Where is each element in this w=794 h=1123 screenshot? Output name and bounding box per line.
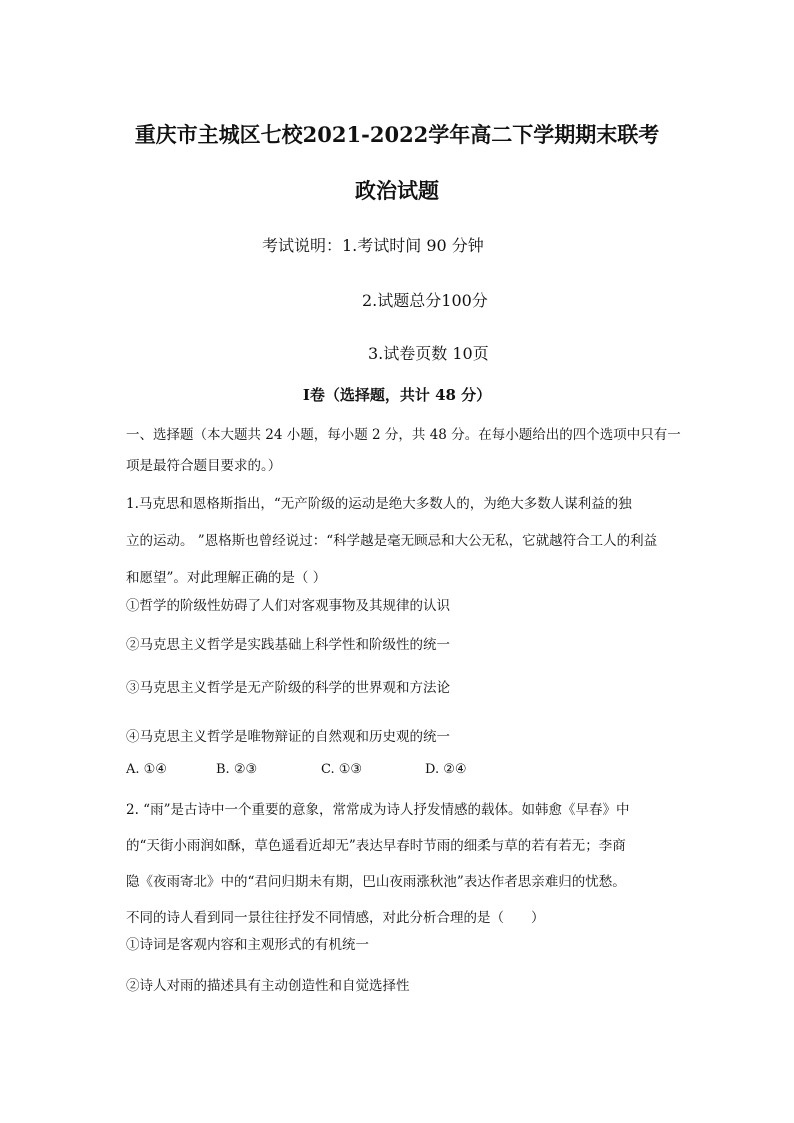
question-stem-line: 的“天街小雨润如酥，草色遥看近却无”表达早春时节雨的细柔与草的若有若无；李商	[126, 838, 626, 854]
option-c[interactable]: C. ①③	[321, 762, 363, 777]
section-instruction-line: 一、选择题（本大题共 24 小题，每小题 2 分，共 48 分。在每小题给出的四个选项中只有一	[126, 427, 681, 443]
statement-2: ②诗人对雨的描述具有主动创造性和自觉选择性	[126, 978, 410, 994]
option-d[interactable]: D. ②④	[425, 762, 467, 777]
answer-options	[0, 762, 794, 782]
statement-3: ③马克思主义哲学是无产阶级的科学的世界观和方法论	[126, 680, 450, 696]
question-stem-line: 1.马克思和恩格斯指出，“无产阶级的运动是绝大多数人的，为绝大多数人谋利益的独	[126, 496, 632, 512]
exam-note-pages: 3.试卷页数 10页	[368, 344, 489, 363]
option-a[interactable]: A. ①④	[126, 762, 167, 777]
question-stem-line: 和愿望”。对此理解正确的是（ ）	[126, 570, 327, 586]
statement-2: ②马克思主义哲学是实践基础上科学性和阶级性的统一	[126, 637, 450, 653]
section-title: Ⅰ卷（选择题，共计 48 分）	[302, 386, 492, 404]
exam-note-time: 考试说明：1.考试时间 90 分钟	[262, 236, 484, 255]
question-stem-line: 立的运动。 ”恩格斯也曾经说过：“科学越是毫无顾忌和大公无私，它就越符合工人的利益	[126, 533, 658, 549]
question-stem-line: 2. “雨”是古诗中一个重要的意象，常常成为诗人抒发情感的载体。如韩愈《早春》中	[126, 802, 630, 818]
question-stem-line: 不同的诗人看到同一景往往抒发不同情感，对此分析合理的是（ ）	[126, 910, 545, 926]
exam-title: 重庆市主城区七校2021-2022学年高二下学期期末联考	[134, 122, 660, 147]
exam-note-score: 2.试题总分100分	[362, 291, 488, 310]
statement-1: ①哲学的阶级性妨碍了人们对客观事物及其规律的认识	[126, 598, 450, 614]
statement-1: ①诗词是客观内容和主观形式的有机统一	[126, 937, 369, 953]
statement-4: ④马克思主义哲学是唯物辩证的自然观和历史观的统一	[126, 729, 450, 745]
question-stem-line: 隐《夜雨寄北》中的“君问归期未有期，巴山夜雨涨秋池”表达作者思亲难归的忧愁。	[126, 874, 626, 890]
option-b[interactable]: B. ②③	[216, 762, 258, 777]
section-instruction-line: 项是最符合题目要求的。）	[126, 458, 282, 474]
exam-subject-title: 政治试题	[355, 178, 439, 203]
